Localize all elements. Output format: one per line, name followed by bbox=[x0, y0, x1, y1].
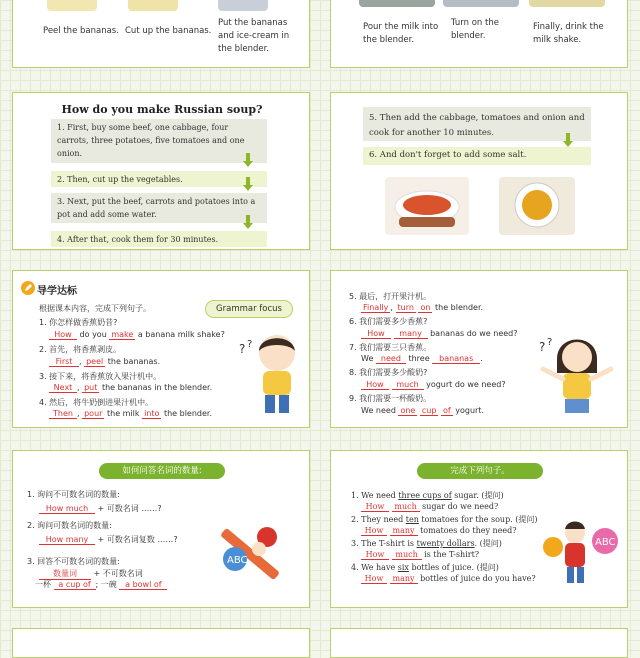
guide-q9: 9. 我们需要一杯酸奶。 bbox=[349, 394, 432, 403]
caption-pour: Pour the milk into the blender. bbox=[363, 22, 439, 45]
ask-left-pill: 如何问答名词的数量: bbox=[99, 463, 225, 479]
guide-heading: 导学达标 bbox=[37, 286, 77, 297]
guide-q2: 2. 首先，将香蕉剥皮。 bbox=[39, 345, 122, 354]
soup-title: How do you make Russian soup? bbox=[61, 103, 263, 116]
slide-top-left bbox=[12, 0, 310, 68]
soup-step-3: 3. Next, put the beef, carrots and potatoes into a pot and add some water. bbox=[51, 193, 267, 223]
ask-a3: How much is the T-shirt? bbox=[361, 550, 479, 560]
caption-drink: Finally, drink the milk shake. bbox=[533, 22, 604, 45]
caption-turn-on: Turn on the blender. bbox=[451, 18, 499, 41]
soup-step-1: 1. First, buy some beef, one cabbage, four carrots, three potatoes, five tomatoes and one onion. bbox=[51, 119, 267, 163]
slide-guide-left bbox=[12, 270, 310, 428]
soup-step-2: 2. Then, cut up the vegetables. bbox=[51, 171, 267, 187]
svg-text:?: ? bbox=[547, 337, 553, 348]
guide-a1: How do you make a banana milk shake? bbox=[49, 330, 225, 340]
ask-a2: How many tomatoes do they need? bbox=[361, 526, 517, 536]
ask-answer-4: 一杯 a cup of ; 一碗 a bowl of bbox=[35, 579, 167, 590]
slide-ask-right bbox=[330, 450, 628, 608]
svg-text:ABC: ABC bbox=[595, 537, 616, 548]
guide-q3: 3. 接下来，将香蕉放入果汁机中。 bbox=[39, 372, 162, 381]
ask-q1: 1. We need three cups of sugar. (提问) bbox=[351, 491, 504, 500]
guide-q6: 6. 我们需要多少香蕉? bbox=[349, 317, 428, 326]
yellow-soup-image bbox=[499, 177, 575, 235]
soup-step-5: 5. Then add the cabbage, tomatoes and onion and cook for another 10 minutes. bbox=[363, 107, 591, 141]
ask-line-1: 1. 询问不可数名词的数量: bbox=[27, 490, 120, 499]
ask-a4: How many bottles of juice do you have? bbox=[361, 574, 536, 584]
svg-text:ABC: ABC bbox=[227, 555, 248, 566]
guide-a3: Next , put the bananas in the blender. bbox=[49, 383, 212, 393]
slide-bottom-right bbox=[330, 628, 628, 658]
turn-on-image bbox=[443, 0, 519, 7]
slide-bottom-left bbox=[12, 628, 310, 658]
slide-top-right bbox=[330, 0, 628, 68]
soup-step-6: 6. And don't forget to add some salt. bbox=[363, 147, 591, 165]
ask-q2: 2. They need ten tomatoes for the soup. (提问) bbox=[351, 515, 538, 524]
guide-q5: 5. 最后，打开果汁机。 bbox=[349, 292, 432, 301]
slide-guide-right bbox=[330, 270, 628, 428]
peeled-banana-image bbox=[47, 0, 97, 11]
caption-cut: Cut up the bananas. bbox=[125, 26, 212, 36]
thinking-girl-illustration bbox=[535, 323, 621, 423]
caption-peel: Peel the bananas. bbox=[43, 26, 119, 36]
soup-step-4: 4. After that, cook them for 30 minutes. bbox=[51, 231, 267, 247]
slide-ask-left bbox=[12, 450, 310, 608]
pour-milk-image bbox=[359, 0, 435, 7]
guide-q7: 7. 我们需要三只香蕉。 bbox=[349, 343, 432, 352]
ask-answer-2: How many + 可数名词复数 ……? bbox=[39, 534, 178, 545]
guide-q1: 1. 你怎样做香蕉奶昔? bbox=[39, 318, 118, 327]
cut-banana-image bbox=[128, 0, 178, 11]
ask-a1: How much sugar do we need? bbox=[361, 502, 498, 512]
guide-a4: Then , pour the milk into the blender. bbox=[49, 409, 212, 419]
guide-a8: How much yogurt do we need? bbox=[361, 380, 506, 390]
ask-answer-1: How much + 可数名词 ……? bbox=[39, 503, 162, 514]
grammar-focus-badge: Grammar focus bbox=[205, 300, 293, 318]
caption-put: Put the bananas and ice-cream in the blender. bbox=[218, 18, 290, 54]
guide-a9: We need one cup of yogurt. bbox=[361, 406, 484, 415]
svg-text:?: ? bbox=[539, 340, 546, 354]
svg-text:?: ? bbox=[247, 339, 253, 350]
ask-right-pill: 完成下列句子。 bbox=[417, 463, 543, 479]
milkshake-image bbox=[529, 0, 605, 7]
guide-a7: We need three bananas . bbox=[361, 354, 483, 363]
ask-line-2: 2. 询问可数名词的数量: bbox=[27, 521, 112, 530]
soup-bowl-image bbox=[385, 177, 469, 235]
guide-q8: 8. 我们需要多少酸奶? bbox=[349, 368, 428, 377]
thinking-boy-illustration bbox=[237, 323, 307, 423]
arrow-down-icon bbox=[243, 215, 253, 229]
guide-a6: How many bananas do we need? bbox=[361, 329, 518, 339]
ask-q3: 3. The T-shirt is twenty dollars. (提问) bbox=[351, 539, 502, 548]
blender-image bbox=[218, 0, 268, 11]
arrow-down-icon bbox=[243, 153, 253, 167]
kid-abc-illustration bbox=[531, 511, 623, 591]
guide-a5: Finally , turn on the blender. bbox=[363, 303, 484, 312]
guide-a2: First , peel the bananas. bbox=[49, 357, 160, 367]
arrow-down-icon bbox=[563, 133, 573, 147]
svg-text:?: ? bbox=[239, 342, 246, 356]
guide-intro: 根据课本内容，完成下列句子。 bbox=[39, 304, 151, 313]
ask-q4: 4. We have six bottles of juice. (提问) bbox=[351, 563, 499, 572]
arrow-down-icon bbox=[243, 177, 253, 191]
ask-line-3: 3. 回答不可数名词的数量: bbox=[27, 557, 120, 566]
guide-q4: 4. 然后，将牛奶倒进果汁机中。 bbox=[39, 398, 154, 407]
abc-pencil-illustration bbox=[207, 509, 297, 595]
ask-answer-3: 数量词 + 不可数名词 bbox=[39, 568, 143, 580]
slide-soup-right bbox=[330, 92, 628, 250]
slide-soup-left bbox=[12, 92, 310, 250]
pencil-icon bbox=[21, 281, 35, 295]
